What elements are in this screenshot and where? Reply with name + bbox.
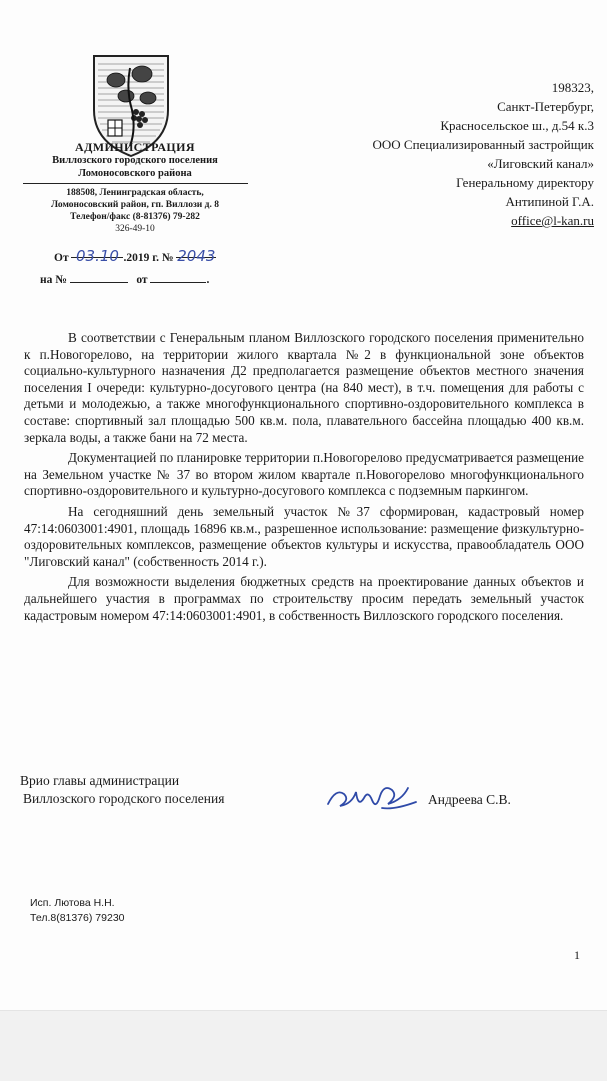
sender-phone2: 326-49-10 [115, 224, 155, 234]
outgoing-number-line [54, 247, 216, 264]
addressee-position: Генеральному директору [456, 175, 594, 190]
body-paragraph-1: В соответствии с Генеральным планом Виллозского городского поселения применительно к п.Новогорелово, на территории жилого квартала №2 в функциональной зоне объектов социально-культурного назначения Д2 предполагается размещение объектов местного значения поселения I очереди: культурно-досугового центра (на 840 мест), в т.ч. помещения для работы с детьми и молодежью, а также многофункционального спортивно-оздоровительного комплекса в составе: спортивный зал площадью 500 кв.м. пола, плавательного бассейна площадью 400 кв.м. зеркала воды, а также бани на 72 места. [24, 330, 584, 445]
body-paragraph-3: На сегодняшний день земельный участок №37 сформирован, кадастровый номер 47:14:0603001:4901, площадь 16896 кв.м., разрешенное использование: размещение физкультурно-оздоровительных комплексов, размещение объектов культуры и искусства, правообладатель ООО "Лиговский канал" (собственность 2014 г.). [24, 503, 584, 569]
addressee-street: Красносельское ш., д.54 к.3 [440, 118, 594, 133]
addressee-company-name: «Лиговский канал» [487, 156, 594, 171]
letter-body [24, 330, 584, 628]
addressee-person: Антипиной Г.А. [505, 194, 594, 209]
addressee-email-link[interactable]: office@l-kan.ru [511, 213, 594, 228]
addressee-postcode: 198323, [551, 80, 594, 95]
executor-phone: Тел.8(81376) 79230 [30, 912, 125, 924]
addressee-block [294, 78, 594, 230]
signatory-position [20, 772, 224, 808]
sender-district: Ломоносовского района [78, 168, 192, 179]
sender-address-line1: 188508, Ленинградская область, [66, 188, 204, 198]
signatory-position-line2: Виллозского городского поселения [23, 791, 225, 806]
addressee-city: Санкт-Петербург, [497, 99, 594, 114]
outgoing-prefix: От [54, 252, 69, 264]
reference-end: . [206, 274, 210, 286]
sender-block [20, 140, 250, 235]
outgoing-year: .2019 г. № [123, 252, 174, 264]
sender-divider [23, 183, 248, 184]
viewer-bottom-area [0, 1010, 607, 1081]
signatory-name: Андреева С.В. [428, 792, 511, 807]
signatory-position-line1: Врио главы администрации [20, 773, 180, 788]
executor-block [30, 896, 125, 926]
body-paragraph-4: Для возможности выделения бюджетных средств на проектирование данных объектов и дальнейшего участия в программах по строительству просим передать земельный участок кадастровым номером 47:14:0603001:4901, в собственность Виллозского городского поселения. [24, 574, 584, 623]
page-number: 1 [574, 948, 580, 962]
outgoing-number-handwritten: 2043 [177, 247, 216, 265]
handwritten-signature [322, 780, 422, 814]
addressee-company: ООО Специализированный застройщик [372, 137, 594, 152]
executor-name: Исп. Лютова Н.Н. [30, 897, 115, 909]
reference-prefix: на № [40, 274, 67, 286]
sender-settlement: Виллозского городского поселения [52, 155, 218, 166]
reference-from: от [136, 274, 148, 286]
sender-phone: Телефон/факс (8-81376) 79-282 [70, 212, 200, 222]
sender-address-line2: Ломоносовский район, гп. Виллози д. 8 [51, 200, 219, 210]
reference-line [40, 272, 209, 286]
body-paragraph-2: Документацией по планировке территории п.Новогорелово предусматривается размещение на Земельном участке № 37 во втором жилом квартале п.Новогорелово многофункционального спортивно-оздоровительного и культурно-досугового комплекса с подземным паркингом. [24, 450, 584, 499]
outgoing-date-handwritten: 03.10 [76, 247, 119, 265]
sender-title: АДМИНИСТРАЦИЯ [75, 140, 195, 154]
